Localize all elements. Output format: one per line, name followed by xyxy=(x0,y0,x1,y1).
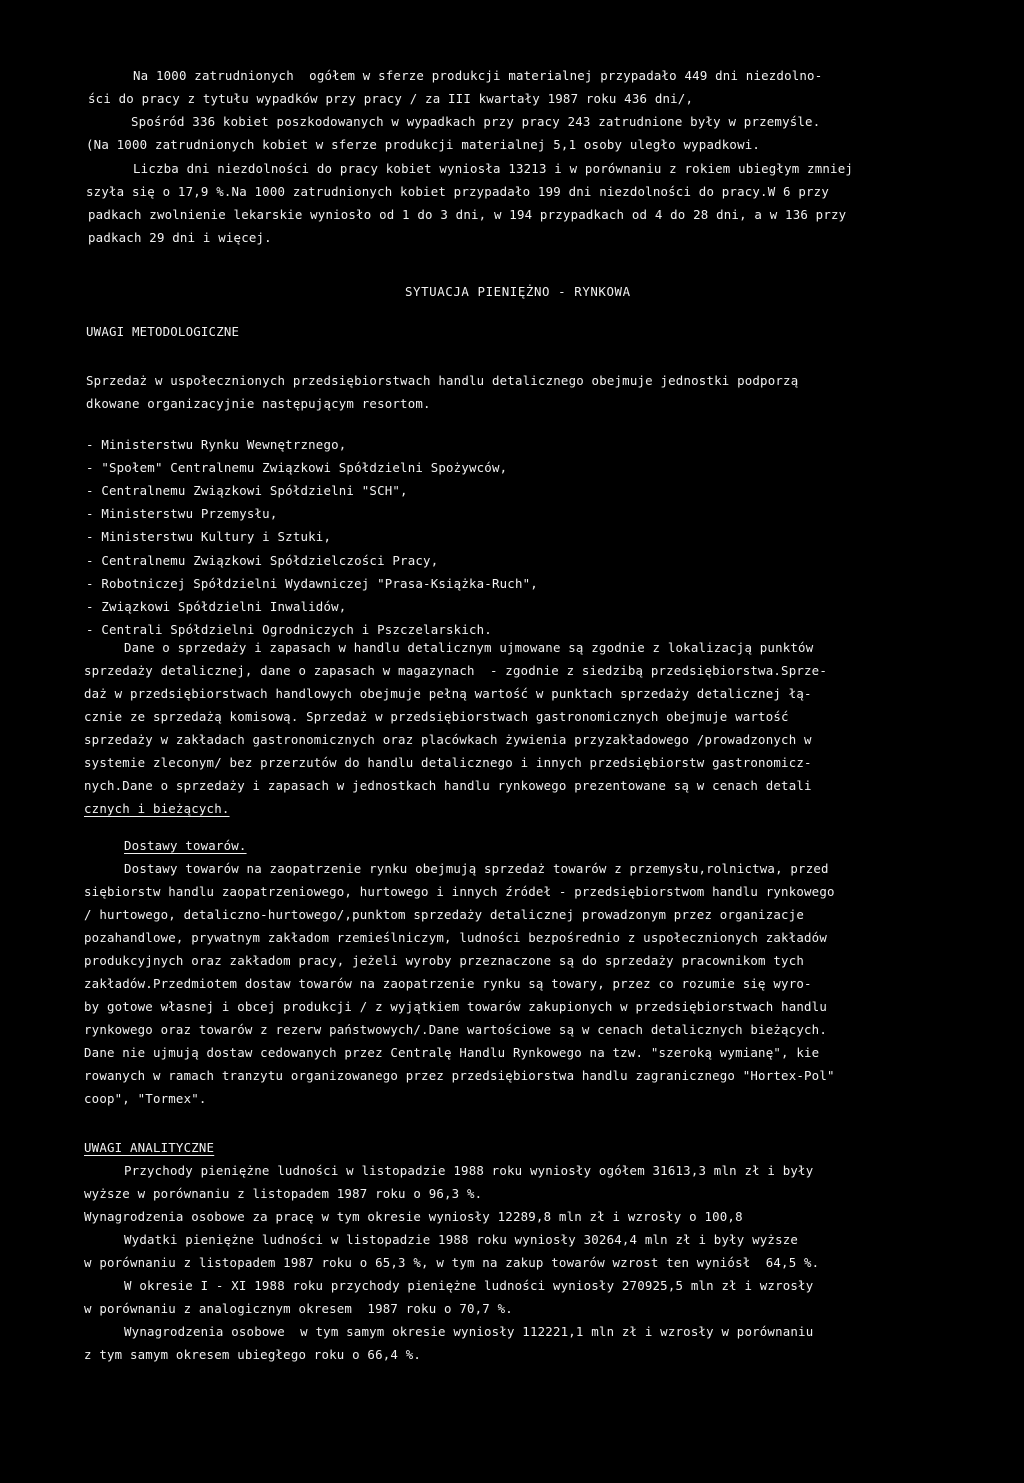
deliveries-heading: Dostawy towarów. xyxy=(124,838,247,853)
methodology-para-line: daż w przedsiębiorstwach handlowych obejmuje pełną wartość w punktach sprzedaży detalicznej łą- xyxy=(84,686,812,701)
methodology-para-line: nych.Dane o sprzedaży i zapasach w jednostkach handlu rynkowego prezentowane są w cenach detali xyxy=(84,778,812,793)
analytical-line: z tym samym okresem ubiegłego roku o 66,4 %. xyxy=(84,1347,422,1362)
section-title: SYTUACJA PIENIĘŻNO - RYNKOWA xyxy=(405,284,631,299)
methodology-para-line: cznych i bieżących. xyxy=(84,801,230,816)
analytical-line: wyższe w porównaniu z listopadem 1987 roku o 96,3 %. xyxy=(84,1186,483,1201)
intro-line: szyła się o 17,9 %.Na 1000 zatrudnionych kobiet przypadało 199 dni niezdolności do pracy.W 6 przy xyxy=(86,184,829,199)
deliveries-line: Dane nie ujmują dostaw cedowanych przez Centralę Handlu Rynkowego na tzw. "szeroką wymianę", kie xyxy=(84,1045,820,1060)
methodology-para-line: Dane o sprzedaży i zapasach w handlu detalicznym ujmowane są zgodnie z lokalizacją punktów xyxy=(124,640,814,655)
analytical-line: W okresie I - XI 1988 roku przychody pieniężne ludności wyniosły 270925,5 mln zł i wzrosły xyxy=(124,1278,814,1293)
methodology-para-line: cznie ze sprzedażą komisową. Sprzedaż w przedsiębiorstwach gastronomicznych obejmuje wartość xyxy=(84,709,789,724)
deliveries-line: pozahandlowe, prywatnym zakładom rzemieślniczym, ludności bezpośrednio z uspołecznionych zakładów xyxy=(84,930,827,945)
deliveries-line: rynkowego oraz towarów z rezerw państwowych/.Dane wartościowe są w cenach detalicznych bieżących. xyxy=(84,1022,827,1037)
analytical-line: Wynagrodzenia osobowe za pracę w tym okresie wyniosły 12289,8 mln zł i wzrosły o 100,8 xyxy=(84,1209,743,1224)
analytical-line: w porównaniu z listopadem 1987 roku o 65,3 %, w tym na zakup towarów wzrost ten wyniósł 64,5 %. xyxy=(84,1255,820,1270)
analytical-line: Przychody pieniężne ludności w listopadzie 1988 roku wyniosły ogółem 31613,3 mln zł i były xyxy=(124,1163,814,1178)
deliveries-line: rowanych w ramach tranzytu organizowanego przez przedsiębiorstwa handlu zagranicznego "Hortex-Pol" xyxy=(84,1068,835,1083)
intro-line: Na 1000 zatrudnionych ogółem w sferze produkcji materialnej przypadało 449 dni niezdolno- xyxy=(133,68,823,83)
list-item: - Centralnemu Związkowi Spółdzielczości Pracy, xyxy=(86,553,439,568)
deliveries-line: siębiorstw handlu zaopatrzeniowego, hurtowego i innych źródeł - przedsiębiorstwom handlu rynkowego xyxy=(84,884,835,899)
list-item: - Związkowi Spółdzielni Inwalidów, xyxy=(86,599,347,614)
list-item: - Ministerstwu Przemysłu, xyxy=(86,506,278,521)
deliveries-line: / hurtowego, detaliczno-hurtowego/,punktom sprzedaży detalicznej prowadzonym przez organizacje xyxy=(84,907,805,922)
intro-line: Spośród 336 kobiet poszkodowanych w wypadkach przy pracy 243 zatrudnione były w przemyśle. xyxy=(131,114,821,129)
deliveries-line: produkcyjnych oraz zakładom pracy, jeżeli wyroby przeznaczone są do sprzedaży pracownikom tych xyxy=(84,953,805,968)
intro-line: Liczba dni niezdolności do pracy kobiet wyniosła 13213 i w porównaniu z rokiem ubiegłym zmniej xyxy=(133,161,854,176)
list-item: - Ministerstwu Kultury i Sztuki, xyxy=(86,529,332,544)
methodology-para-line: sprzedaży w zakładach gastronomicznych oraz placówkach żywienia przyzakładowego /prowadzonych w xyxy=(84,732,812,747)
intro-line: ści do pracy z tytułu wypadków przy pracy / za III kwartały 1987 roku 436 dni/, xyxy=(88,91,694,106)
intro-line: padkach zwolnienie lekarskie wyniosło od 1 do 3 dni, w 194 przypadkach od 4 do 28 dni, a w 136 przy xyxy=(88,207,847,222)
deliveries-line: zakładów.Przedmiotem dostaw towarów na zaopatrzenie rynku są towary, przez co rozumie się wyro- xyxy=(84,976,812,991)
list-item: - "Społem" Centralnemu Związkowi Spółdzielni Spożywców, xyxy=(86,460,508,475)
intro-line: padkach 29 dni i więcej. xyxy=(88,230,272,245)
list-item: - Robotniczej Spółdzielni Wydawniczej "Prasa-Książka-Ruch", xyxy=(86,576,538,591)
deliveries-line: Dostawy towarów na zaopatrzenie rynku obejmują sprzedaż towarów z przemysłu,rolnictwa, przed xyxy=(124,861,829,876)
deliveries-line: by gotowe własnej i obcej produkcji / z wyjątkiem towarów zakupionych w przedsiębiorstwach handlu xyxy=(84,999,827,1014)
analytical-line: Wynagrodzenia osobowe w tym samym okresie wyniosły 112221,1 mln zł i wzrosły w porównaniu xyxy=(124,1324,814,1339)
analytical-line: w porównaniu z analogicznym okresem 1987 roku o 70,7 %. xyxy=(84,1301,513,1316)
list-item: - Centralnemu Związkowi Spółdzielni "SCH", xyxy=(86,483,408,498)
deliveries-line: coop", "Tormex". xyxy=(84,1091,207,1106)
methodology-para-line: sprzedaży detalicznej, dane o zapasach w magazynach - zgodnie z siedzibą przedsiębiorstwa.Sprze- xyxy=(84,663,827,678)
list-item: - Ministerstwu Rynku Wewnętrznego, xyxy=(86,437,347,452)
analytical-heading: UWAGI ANALITYCZNE xyxy=(84,1140,215,1155)
methodology-line: Sprzedaż w uspołecznionych przedsiębiorstwach handlu detalicznego obejmuje jednostki podporzą xyxy=(86,373,799,388)
analytical-line: Wydatki pieniężne ludności w listopadzie 1988 roku wyniosły 30264,4 mln zł i były wyższe xyxy=(124,1232,799,1247)
list-item: - Centrali Spółdzielni Ogrodniczych i Pszczelarskich. xyxy=(86,622,492,637)
intro-line: (Na 1000 zatrudnionych kobiet w sferze produkcji materialnej 5,1 osoby uległo wypadkowi. xyxy=(86,137,761,152)
methodology-para-line: systemie zleconym/ bez przerzutów do handlu detalicznego i innych przedsiębiorstw gastronomicz- xyxy=(84,755,812,770)
methodology-heading: UWAGI METODOLOGICZNE xyxy=(86,324,240,339)
methodology-line: dkowane organizacyjnie następującym resortom. xyxy=(86,396,431,411)
